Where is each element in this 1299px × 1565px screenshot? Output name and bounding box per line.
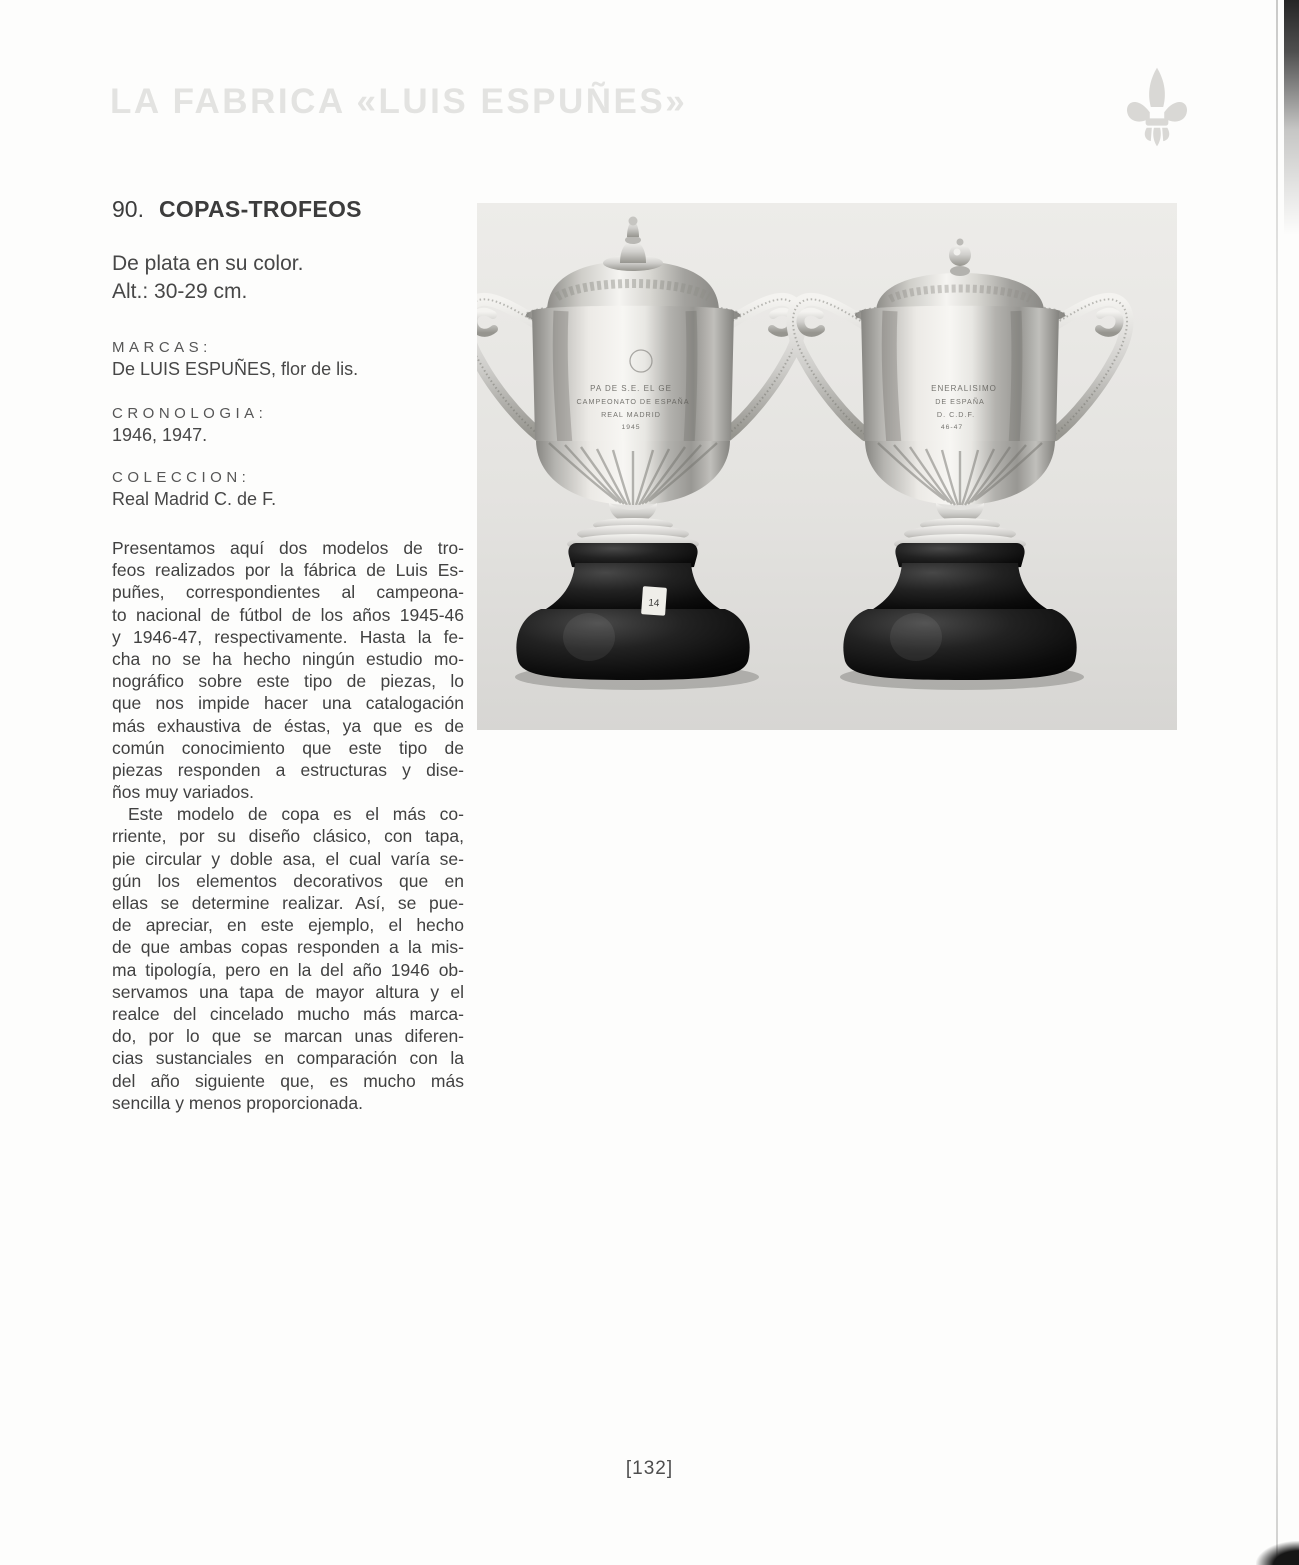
section-label: COLECCION: [112, 469, 251, 486]
paragraph-line: to nacional de fútbol de los años 1945-46 [112, 604, 464, 625]
catalog-entry [112, 196, 464, 1114]
chapter-header: LA FABRICA «LUIS ESPUÑES» [110, 82, 688, 121]
paragraph-line: servamos una tapa de mayor altura y el [112, 981, 464, 1002]
section-value: 1946, 1947. [112, 425, 208, 445]
trophies-photograph [477, 203, 1177, 730]
paragraph-line: cias sustanciales en comparación con la [112, 1048, 464, 1069]
paragraph-line: que nos impide hacer una catalogación [112, 693, 464, 714]
paragraph-line: puñes, correspondientes al campeona- [112, 582, 464, 603]
paragraph-line: pie circular y doble asa, el cual varía se- [112, 848, 464, 869]
scan-shadow-top-right [1284, 0, 1299, 235]
inventory-tag [641, 586, 667, 616]
paragraph-line: de apreciar, en este ejemplo, el hecho [112, 915, 464, 936]
engraving-line: 1945 [621, 424, 641, 431]
section-marcas [112, 338, 464, 380]
section-value: Real Madrid C. de F. [112, 489, 277, 509]
section-coleccion [112, 468, 464, 510]
engraving-line: PA DE S.E. EL GE [590, 384, 672, 393]
paragraph-line: rriente, por su diseño clásico, con tapa, [112, 826, 464, 847]
tag-number: 14 [647, 597, 660, 610]
paragraph-line: común conocimiento que este tipo de [112, 737, 464, 758]
scan-edge-line [1276, 0, 1278, 1565]
entry-paragraphs [112, 537, 464, 1114]
paragraph-line: y 1946-47, respectivamente. Hasta la fe- [112, 626, 464, 647]
paragraph-line: sencilla y menos proporcionada. [112, 1092, 363, 1113]
paragraph-line: ños muy variados. [112, 782, 255, 803]
paragraph-line: nográfico sobre este tipo de piezas, lo [112, 671, 464, 692]
entry-title: COPAS-TROFEOS [158, 196, 362, 222]
page-number: [132] [625, 1458, 674, 1479]
engraving-line: CAMPEONATO DE ESPAÑA [576, 397, 690, 406]
paragraph-line: feos realizados por la fábrica de Luis Es- [112, 560, 464, 581]
paragraph-line: cha no se ha hecho ningún estudio mo- [112, 648, 464, 669]
entry-material [112, 250, 464, 306]
engraving-line: DE ESPAÑA [935, 397, 985, 406]
section-label: CRONOLOGIA: [112, 405, 268, 422]
scan-shadow-bottom-right [1256, 1541, 1299, 1565]
section-label: MARCAS: [112, 339, 212, 356]
height-line: Alt.: 30-29 cm. [112, 280, 248, 303]
engraving-line: ENERALISIMO [931, 384, 997, 393]
entry-heading [112, 196, 464, 223]
paragraph-line: ellas se determine realizar. Así, se pue- [112, 893, 464, 913]
paragraph-line: Este modelo de copa es el más co- [128, 804, 464, 825]
paragraph-line: más exhaustiva de éstas, ya que es de [112, 715, 464, 736]
section-value: De LUIS ESPUÑES, flor de lis. [112, 359, 359, 379]
paragraph-line: realce del cincelado mucho más marca- [112, 1003, 464, 1024]
material-line: De plata en su color. [112, 252, 304, 275]
trophies-photo-svg [477, 203, 1177, 730]
engraving-line: REAL MADRID [601, 410, 661, 419]
fleur-de-lis-icon [1126, 64, 1188, 148]
paragraph-line: Presentamos aquí dos modelos de tro- [112, 538, 464, 558]
section-cronologia [112, 404, 464, 446]
engraving-line: D. C.D.F. [936, 410, 976, 419]
paragraph-line: de que ambas copas responden a la mis- [112, 937, 464, 958]
engraving-line: 46-47 [940, 424, 964, 431]
entry-number: 90. [112, 196, 144, 222]
paragraph-line: gún los elementos decorativos que en [112, 870, 464, 891]
paragraph-line: do, por lo que se marcan unas diferen- [112, 1026, 464, 1047]
paragraph-line: del año siguiente que, es mucho más [112, 1070, 464, 1091]
paragraph-line: piezas responden a estructuras y dise- [112, 759, 464, 780]
paragraph-line: ma tipología, pero en la del año 1946 ob- [112, 959, 464, 980]
